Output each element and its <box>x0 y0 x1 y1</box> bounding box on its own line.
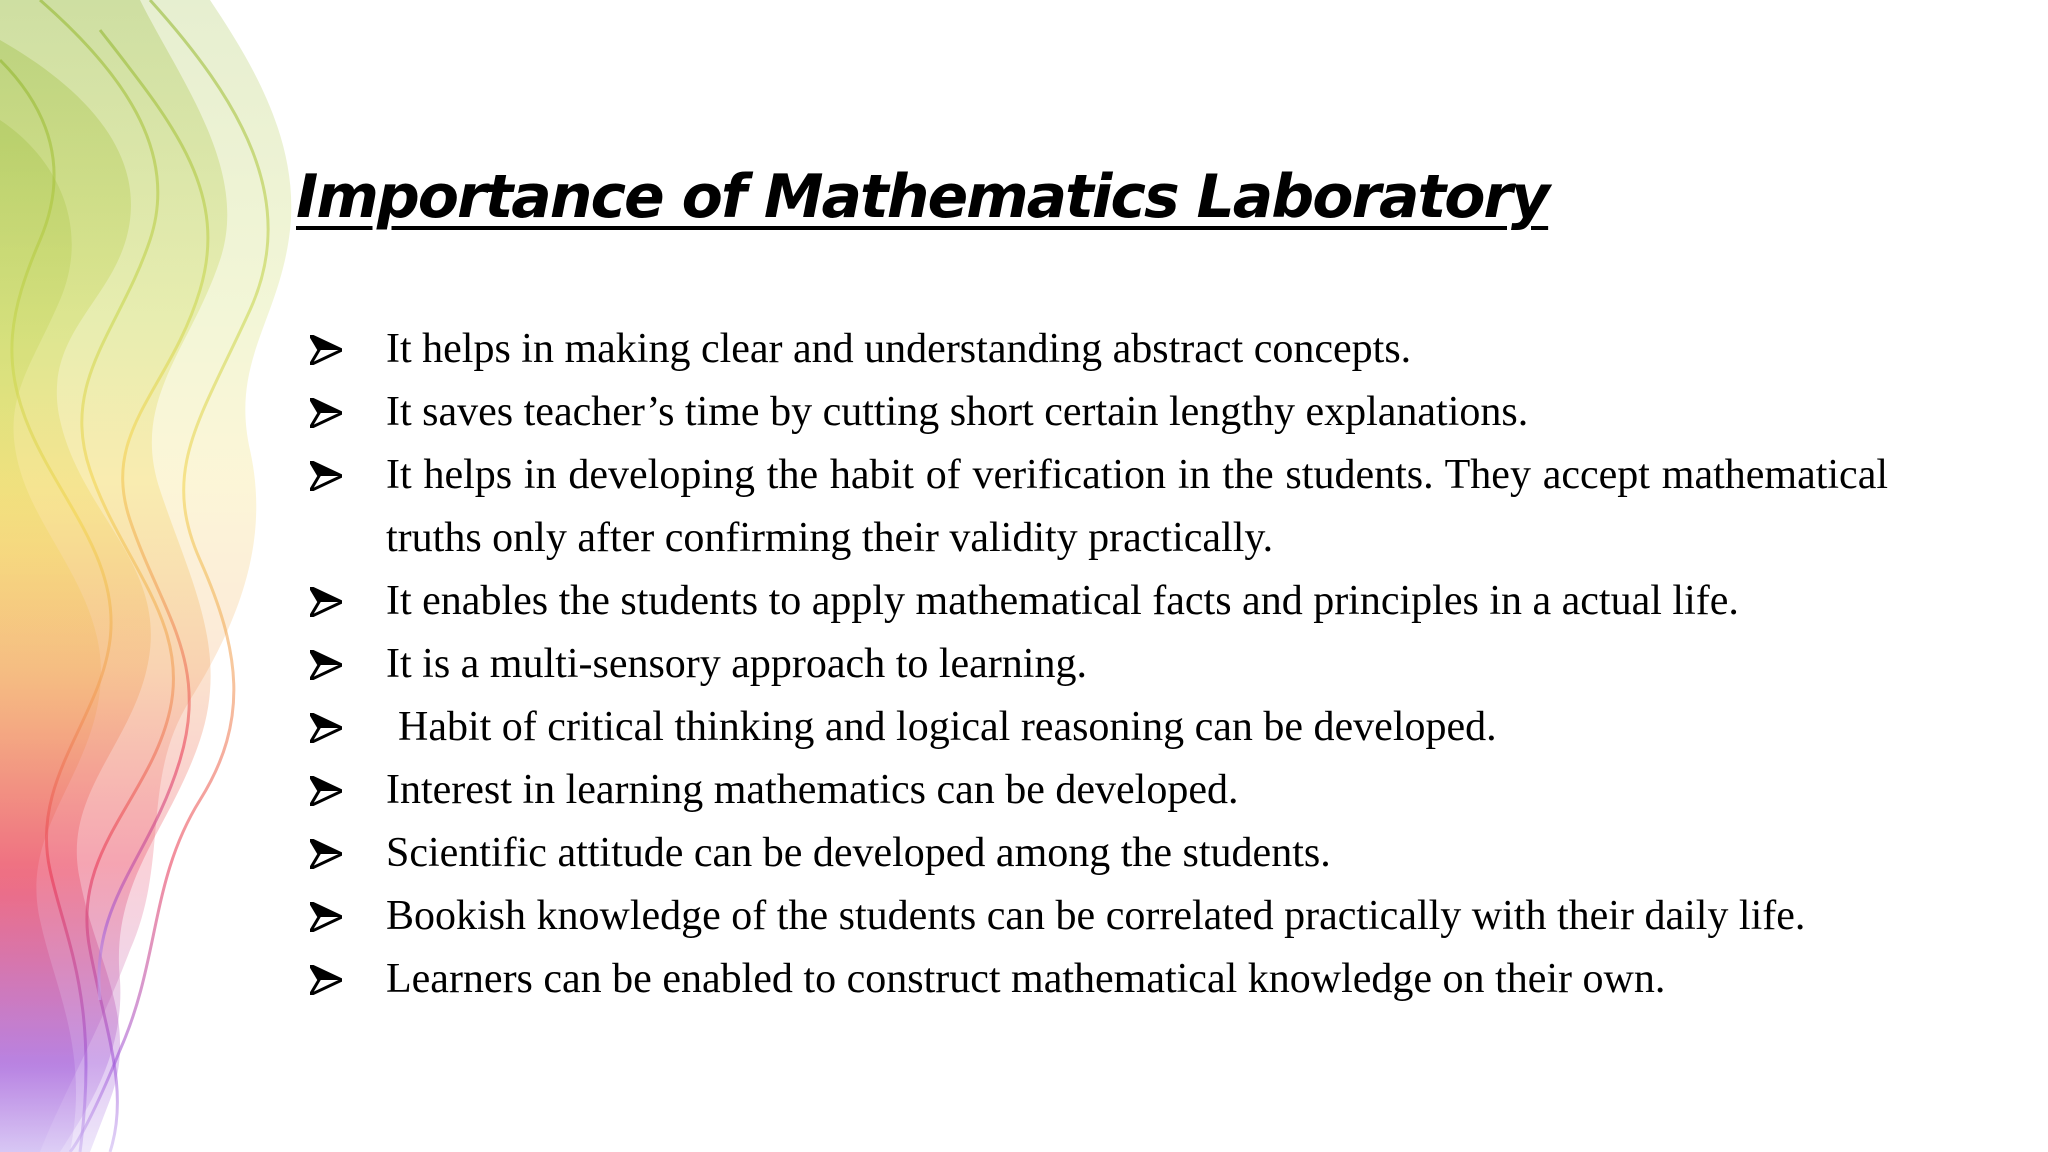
bullet-text: It helps in developing the habit of verification in the students. They accept mathematical truths only after confirming their validity practically. <box>386 452 1888 561</box>
bullet-item <box>310 822 1888 885</box>
bullet-text: Learners can be enabled to construct mathematical knowledge on their own. <box>386 956 1666 1002</box>
slide-title: Importance of Mathematics Laboratory <box>296 162 1549 232</box>
bullet-item <box>310 444 1888 570</box>
bullet-item <box>310 759 1888 822</box>
bullet-text: It helps in making clear and understanding abstract concepts. <box>386 326 1412 372</box>
arrowhead-bullet-icon <box>310 839 342 869</box>
arrowhead-bullet-icon <box>310 902 342 932</box>
arrowhead-bullet-icon <box>310 650 342 680</box>
arrowhead-bullet-icon <box>310 965 342 995</box>
arrowhead-bullet-icon <box>310 776 342 806</box>
arrowhead-bullet-icon <box>310 587 342 617</box>
bullet-text: Bookish knowledge of the students can be correlated practically with their daily life. <box>386 893 1806 939</box>
arrowhead-bullet-icon <box>310 713 342 743</box>
bullet-text: Habit of critical thinking and logical reasoning can be developed. <box>398 704 1497 750</box>
bullet-text: Interest in learning mathematics can be developed. <box>386 767 1239 813</box>
arrowhead-bullet-icon <box>310 461 342 491</box>
bullet-item <box>310 570 1888 633</box>
bullet-text: It enables the students to apply mathematical facts and principles in a actual life. <box>386 578 1739 624</box>
bullet-item <box>310 696 1888 759</box>
bullet-item <box>310 318 1888 381</box>
bullet-text: Scientific attitude can be developed among the students. <box>386 830 1331 876</box>
arrowhead-bullet-icon <box>310 335 342 365</box>
bullet-item <box>310 885 1888 948</box>
smoke-background-art <box>0 0 340 1152</box>
bullet-item <box>310 633 1888 696</box>
bullet-list <box>310 318 1888 1011</box>
arrowhead-bullet-icon <box>310 398 342 428</box>
bullet-text: It saves teacher’s time by cutting short certain lengthy explanations. <box>386 389 1529 435</box>
bullet-text: It is a multi-sensory approach to learning. <box>386 641 1087 687</box>
bullet-item <box>310 948 1888 1011</box>
bullet-item <box>310 381 1888 444</box>
